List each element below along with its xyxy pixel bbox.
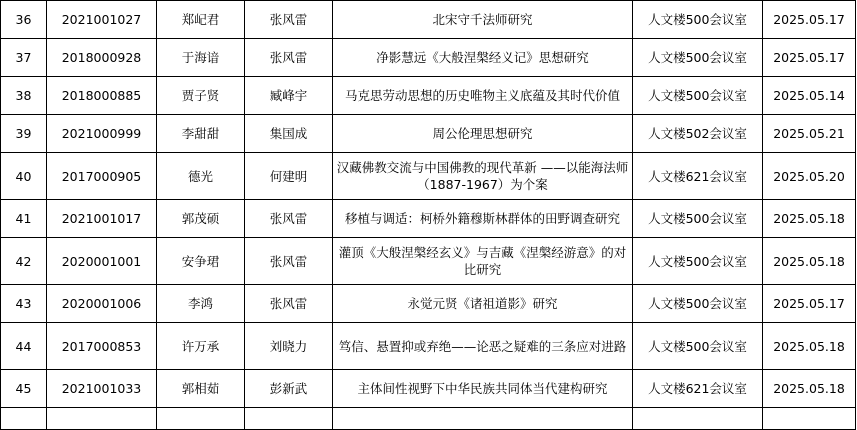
table-row: [1, 408, 856, 430]
cell-thesis-title: 净影慧远《大般涅槃经义记》思想研究: [333, 39, 633, 77]
cell-serial-number: 38: [1, 77, 47, 115]
cell-serial-number: 39: [1, 115, 47, 153]
cell-student-id: 2017000853: [47, 323, 157, 370]
cell-thesis-title: 主体间性视野下中华民族共同体当代建构研究: [333, 370, 633, 408]
table-row: [1, 77, 856, 115]
cell-advisor: 张风雷: [245, 1, 333, 39]
table-row: [1, 153, 856, 200]
cell-student-id: 2021001033: [47, 370, 157, 408]
cell-serial-number: 37: [1, 39, 47, 77]
cell-student-name: 李鸿: [157, 285, 245, 323]
cell-student-id: 2020001001: [47, 238, 157, 285]
table-row: [1, 39, 856, 77]
table-row: [1, 323, 856, 370]
cell-student-name: 许万承: [157, 323, 245, 370]
cell-student-name: 安争珺: [157, 238, 245, 285]
cell-defense-room: 人文楼621会议室: [633, 153, 763, 200]
cell-thesis-title: 汉藏佛教交流与中国佛教的现代革新 ——以能海法师（1887-1967）为个案: [333, 153, 633, 200]
cell-student-name: 郭相茹: [157, 370, 245, 408]
cell-advisor: 集国成: [245, 115, 333, 153]
cell-defense-room: 人文楼500会议室: [633, 323, 763, 370]
cell-student-id: 2018000928: [47, 39, 157, 77]
cell-defense-date: 2025.05.21: [763, 115, 856, 153]
cell-defense-room: 人文楼621会议室: [633, 370, 763, 408]
table-row: [1, 370, 856, 408]
cell-thesis-title: [333, 408, 633, 430]
cell-student-name: 贾子贤: [157, 77, 245, 115]
cell-advisor: [245, 408, 333, 430]
table-row: [1, 200, 856, 238]
cell-serial-number: 41: [1, 200, 47, 238]
cell-advisor: 刘晓力: [245, 323, 333, 370]
cell-serial-number: 36: [1, 1, 47, 39]
cell-defense-room: [633, 408, 763, 430]
cell-student-name: [157, 408, 245, 430]
cell-serial-number: 44: [1, 323, 47, 370]
cell-student-name: 德光: [157, 153, 245, 200]
cell-defense-date: 2025.05.17: [763, 1, 856, 39]
cell-defense-room: 人文楼500会议室: [633, 238, 763, 285]
cell-student-id: 2018000885: [47, 77, 157, 115]
cell-defense-room: 人文楼500会议室: [633, 77, 763, 115]
cell-student-id: 2017000905: [47, 153, 157, 200]
cell-thesis-title: 马克思劳动思想的历史唯物主义底蕴及其时代价值: [333, 77, 633, 115]
cell-student-name: 郭茂硕: [157, 200, 245, 238]
cell-defense-date: 2025.05.18: [763, 238, 856, 285]
cell-advisor: 张风雷: [245, 200, 333, 238]
cell-serial-number: 43: [1, 285, 47, 323]
cell-defense-room: 人文楼500会议室: [633, 1, 763, 39]
cell-student-id: 2021001017: [47, 200, 157, 238]
cell-student-name: 于海谙: [157, 39, 245, 77]
cell-student-id: 2021000999: [47, 115, 157, 153]
cell-defense-date: 2025.05.17: [763, 285, 856, 323]
cell-serial-number: 42: [1, 238, 47, 285]
cell-serial-number: 45: [1, 370, 47, 408]
cell-serial-number: [1, 408, 47, 430]
cell-student-id: 2020001006: [47, 285, 157, 323]
cell-defense-date: 2025.05.20: [763, 153, 856, 200]
cell-thesis-title: 永觉元贤《诸祖道影》研究: [333, 285, 633, 323]
cell-thesis-title: 灌顶《大般涅槃经玄义》与吉藏《涅槃经游意》的对比研究: [333, 238, 633, 285]
cell-defense-date: 2025.05.17: [763, 39, 856, 77]
cell-student-id: [47, 408, 157, 430]
cell-defense-date: 2025.05.18: [763, 370, 856, 408]
cell-advisor: 何建明: [245, 153, 333, 200]
cell-advisor: 张风雷: [245, 39, 333, 77]
cell-advisor: 张风雷: [245, 285, 333, 323]
cell-defense-date: 2025.05.18: [763, 200, 856, 238]
cell-thesis-title: 移植与调适：柯桥外籍穆斯林群体的田野调查研究: [333, 200, 633, 238]
table-row: [1, 285, 856, 323]
cell-defense-room: 人文楼502会议室: [633, 115, 763, 153]
cell-advisor: 彭新武: [245, 370, 333, 408]
cell-advisor: 张风雷: [245, 238, 333, 285]
table-row: [1, 238, 856, 285]
cell-defense-room: 人文楼500会议室: [633, 200, 763, 238]
cell-student-id: 2021001027: [47, 1, 157, 39]
cell-student-name: 李甜甜: [157, 115, 245, 153]
table-row: [1, 1, 856, 39]
cell-serial-number: 40: [1, 153, 47, 200]
cell-student-name: 郑屺君: [157, 1, 245, 39]
cell-thesis-title: 北宋守千法师研究: [333, 1, 633, 39]
cell-thesis-title: 笃信、悬置抑或弃绝——论恶之疑难的三条应对进路: [333, 323, 633, 370]
cell-thesis-title: 周公伦理思想研究: [333, 115, 633, 153]
cell-defense-room: 人文楼500会议室: [633, 285, 763, 323]
table-body: [1, 1, 856, 430]
cell-defense-date: 2025.05.18: [763, 323, 856, 370]
cell-defense-date: 2025.05.14: [763, 77, 856, 115]
cell-advisor: 臧峰宇: [245, 77, 333, 115]
cell-defense-room: 人文楼500会议室: [633, 39, 763, 77]
cell-defense-date: [763, 408, 856, 430]
table-row: [1, 115, 856, 153]
